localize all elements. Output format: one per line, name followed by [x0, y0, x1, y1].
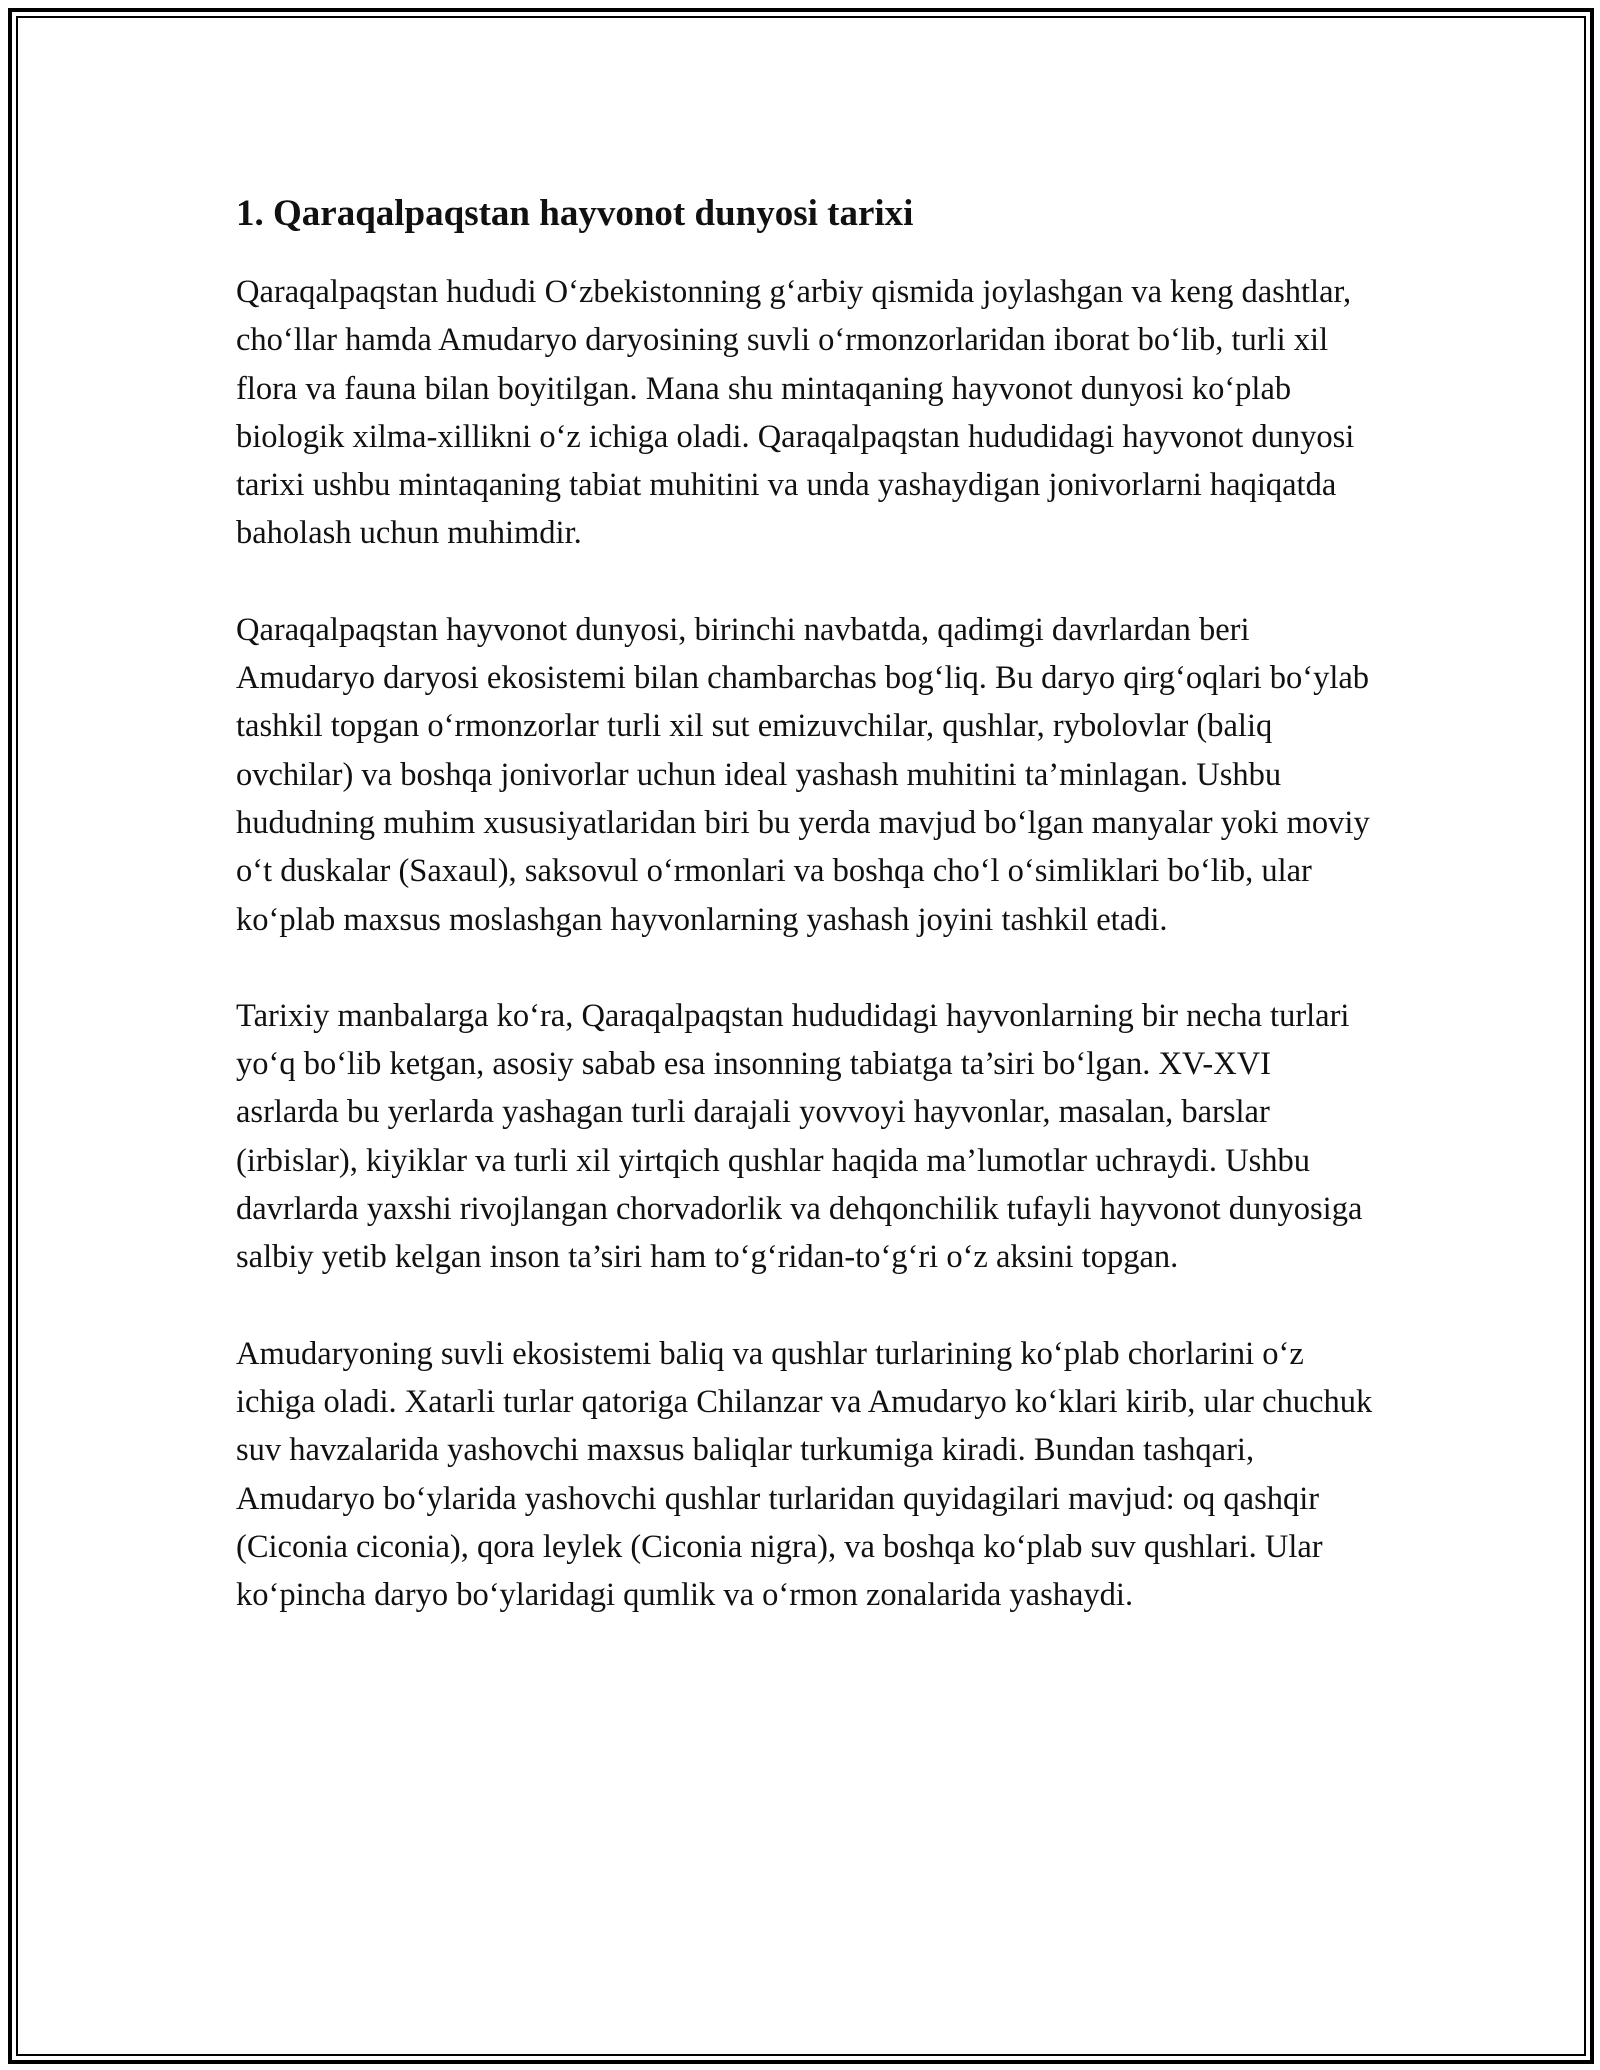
paragraph-3: Tarixiy manbalarga ko‘ra, Qaraqalpaqstan hududidagi hayvonlarning bir necha turlari yo‘q bo‘lib ketgan, asosiy sabab esa insonning tabiatga ta’siri bo‘lgan. XV-XVI asrlarda bu yerlarda yashagan turli darajali yovvoyi hayvonlar, masalan, barslar (irbislar), kiyiklar va turli xil yirtqich qushlar haqida ma’lumotlar uchraydi. Ushbu davrlarda yaxshi rivojlangan chorvadorlik va dehqonchilik tufayli hayvonot dunyosiga salbiy yetib kelgan inson ta’siri ham to‘g‘ridan-to‘g‘ri o‘z aksini topgan.	[236, 997, 1363, 1276]
document-title: 1. Qaraqalpaqstan hayvonot dunyosi tarixi	[236, 193, 914, 234]
paragraph-4: Amudaryoning suvli ekosistemi baliq va qushlar turlarining ko‘plab chorlarini o‘z ichiga oladi. Xatarli turlar qatoriga Chilanzar va Amudaryo ko‘klari kirib, ular chuchuk suv havzalarida yashovchi maxsus baliqlar turkumiga kiradi. Bundan tashqari, Amudaryo bo‘ylarida yashovchi qushlar turlaridan quyidagilari mavjud: oq qashqir (Ciconia ciconia), qora leylek (Ciconia nigra), va boshqa ko‘plab suv qushlari. Ular ko‘pincha daryo bo‘ylaridagi qumlik va o‘rmon zonalarida yashaydi.	[236, 1335, 1373, 1614]
paragraph-2: Qaraqalpaqstan hayvonot dunyosi, birinchi navbatda, qadimgi davrlardan beri Amudaryo daryosi ekosistemi bilan chambarchas bog‘liq. Bu daryo qirg‘oqlari bo‘ylab tashkil topgan o‘rmonzorlar turli xil sut emizuvchilar, qushlar, rybolovlar (baliq ovchilar) va boshqa jonivorlar uchun ideal yashash muhitini ta’minlagan. Ushbu hududning muhim xususiyatlaridan biri bu yerda mavjud bo‘lgan manyalar yoki moviy o‘t duskalar (Saxaul), saksovul o‘rmonlari va boshqa cho‘l o‘simliklari bo‘lib, ular ko‘plab maxsus moslashgan hayvonlarning yashash joyini tashkil etadi.	[236, 611, 1370, 938]
paragraph-1: Qaraqalpaqstan hududi O‘zbekistonning g‘arbiy qismida joylashgan va keng dashtlar, cho‘llar hamda Amudaryo daryosining suvli o‘rmonzorlaridan iborat bo‘lib, turli xil flora va fauna bilan boyitilgan. Mana shu mintaqaning hayvonot dunyosi ko‘plab biologik xilma-xillikni o‘z ichiga oladi. Qaraqalpaqstan hududidagi hayvonot dunyosi tarixi ushbu mintaqaning tabiat muhitini va unda yashaydigan jonivorlarni haqiqatda baholash uchun muhimdir.	[236, 274, 1355, 552]
document-body	[236, 188, 1376, 1667]
